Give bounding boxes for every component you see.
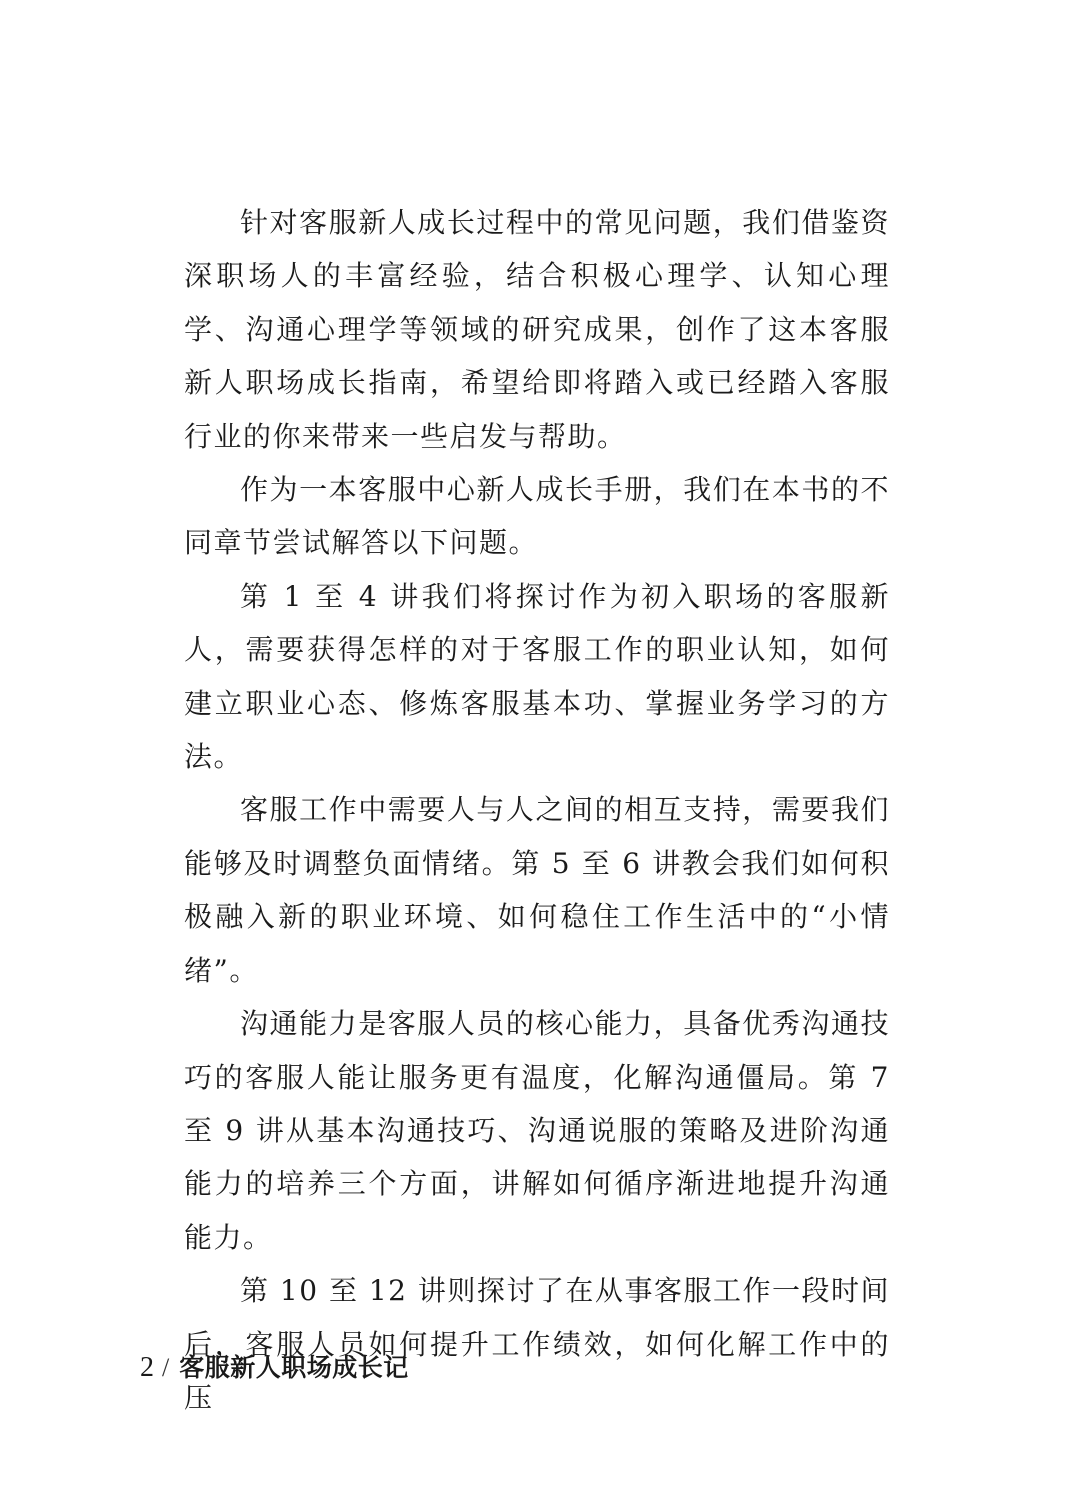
paragraph-3: 第 1 至 4 讲我们将探讨作为初入职场的客服新人，需要获得怎样的对于客服工作的职业认知，如何建立职业心态、修炼客服基本功、掌握业务学习的方法。 (184, 579, 890, 774)
page-footer (140, 1348, 409, 1384)
paragraph-4: 客服工作中需要人与人之间的相互支持，需要我们能够及时调整负面情绪。第 5 至 6 讲教会我们如何积极融入新的职业环境、如何稳住工作生活中的“小情绪”。 (184, 793, 890, 987)
paragraph-5: 沟通能力是客服人员的核心能力，具备优秀沟通技巧的客服人能让服务更有温度，化解沟通僵局。第 7 至 9 讲从基本沟通技巧、沟通说服的策略及进阶沟通能力的培养三个方面，讲解如何循序渐进地提升沟通能力。 (184, 1007, 890, 1254)
paragraph-2: 作为一本客服中心新人成长手册，我们在本书的不同章节尝试解答以下问题。 (184, 473, 890, 560)
paragraph-1: 针对客服新人成长过程中的常见问题，我们借鉴资深职场人的丰富经验，结合积极心理学、认知心理学、沟通心理学等领域的研究成果，创作了这本客服新人职场成长指南，希望给即将踏入或已经踏入客服行业的你来带来一些启发与帮助。 (184, 206, 890, 453)
book-title: 客服新人职场成长记 (179, 1353, 409, 1382)
paragraph-6: 第 10 至 12 讲则探讨了在从事客服工作一段时间后，客服人员如何提升工作绩效，如何化解工作中的压 (184, 1274, 890, 1414)
page-body (184, 196, 890, 1424)
footer-divider: / (162, 1353, 170, 1382)
page-number: 2 (140, 1352, 154, 1383)
